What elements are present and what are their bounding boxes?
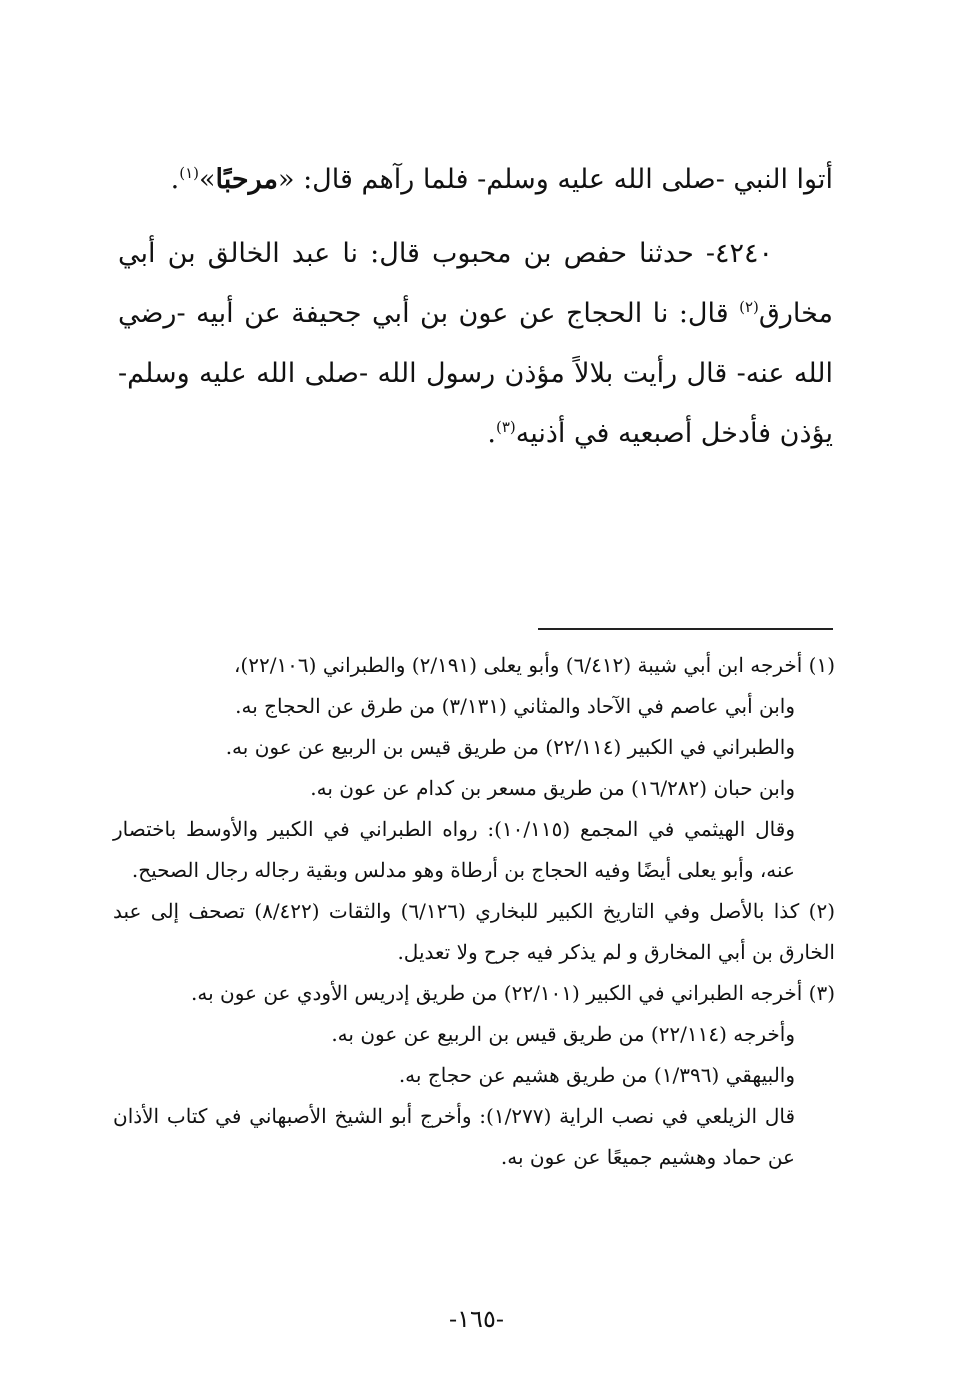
footnote-1-line-4: وابن حبان (١٦/٢٨٢) من طريق مسعر بن كدام عن عون به. [310,776,795,800]
footnote-1-line-3: والطبراني في الكبير (٢٢/١١٤) من طريق قيس بن الربيع عن عون به. [225,735,795,759]
footnote-ref-1[interactable]: (١) [179,164,199,182]
continuation-period: . [170,164,180,195]
footnote-3-line-2: وأخرجه (٢٢/١١٤) من طريق قيس بن الربيع عن عون به. [331,1022,795,1046]
footnote-1 [113,645,835,891]
hadith-number: ٤٢٤٠ [714,238,773,269]
hadith-text-part1: - حدثنا حفص بن محبوب قال: نا عبد الخالق بن أبي مخارق [118,238,833,329]
footnote-3-line-3: والبيهقي (١/٣٩٦) من طريق هشيم عن حجاج به. [398,1063,795,1087]
footnote-1-line-2: وابن أبي عاصم في الآحاد والمثاني (٣/١٣١) من طرق عن الحجاج به. [235,694,795,718]
footnote-separator [538,628,833,630]
footnote-2 [113,891,835,973]
footnote-2-line-1: (٢) كذا بالأصل وفي التاريخ الكبير للبخاري (٦/١٢٦) والثقات (٨/٤٢٢) تصحف إلى عبد الخارق بن أبي المخارق و لم يذكر فيه جرح ولا تعديل. [113,899,836,964]
footnote-3 [113,973,835,1178]
footnote-1-line-1: (١) أخرجه ابن أبي شيبة (٦/٤١٢) وأبو يعلى (٢/١٩١) والطبراني (٢٢/١٠٦)، [233,653,835,677]
footnote-3-line-1: (٣) أخرجه الطبراني في الكبير (٢٢/١٠١) من طريق إدريس الأودي عن عون به. [191,981,835,1005]
marhaban-word: مرحبًا [215,164,278,195]
hadith-period: . [487,418,496,449]
page-number: -١٦٥- [449,1305,504,1333]
continuation-text: أتوا النبي -صلى الله عليه وسلم- فلما رآهم قال: « [277,164,833,195]
hadith-4240 [118,224,833,464]
quote-close: » [199,164,216,195]
footnote-3-line-4: قال الزيلعي في نصب الراية (١/٢٧٧): وأخرج أبو الشيخ الأصبهاني في كتاب الأذان عن حماد وهشيم جميعًا عن عون به. [113,1104,796,1169]
footnote-ref-3[interactable]: (٣) [495,418,516,436]
footnotes [113,645,835,1178]
main-text [118,150,833,464]
footnote-1-line-5: وقال الهيثمي في المجمع (١٠/١١٥): رواه الطبراني في الكبير والأوسط باختصار عنه، وأبو يعلى أيضًا وفيه الحجاج بن أرطاة وهو مدلس وبقية رجاله رجال الصحيح. [113,817,795,882]
hadith-text-part2: قال: نا الحجاج عن عون بن أبي جحيفة عن أبيه -رضي الله عنه- قال رأيت بلالاً مؤذن رسول الله -صلى الله عليه وسلم- يؤذن فأدخل أصبعيه في أذنيه [118,298,833,449]
hadith-continuation [118,150,833,210]
footnote-ref-2[interactable]: (٢) [739,298,759,316]
